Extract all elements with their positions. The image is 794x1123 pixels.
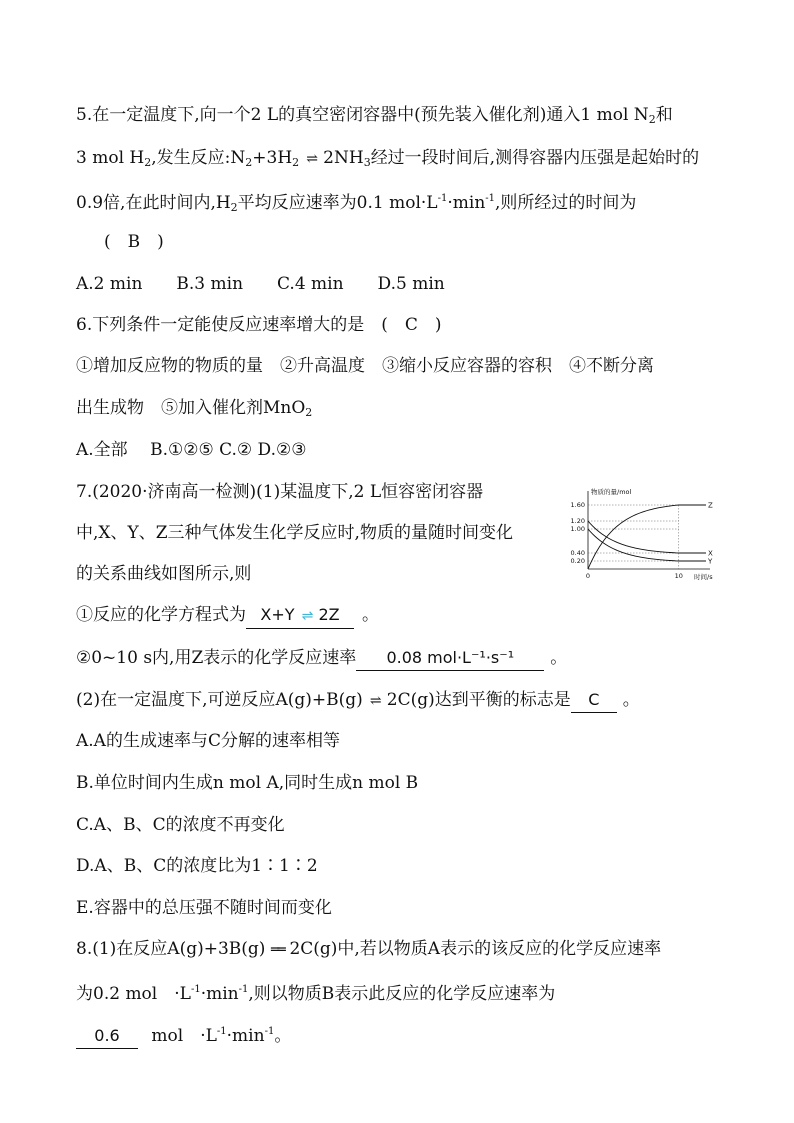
q7-option-c: C.A、B、C的浓度不再变化 [76,815,285,835]
q5-text: 0.9倍,在此时间内,H [76,193,231,213]
y-tick-label: 0.40 [570,549,585,557]
y-axis-label: 物质的量/mol [591,488,632,496]
q5-answer: ( B ) [104,232,164,252]
q7-text: 2C(g)达到平衡的标志是 [386,690,571,710]
q7-option-a: A.A的生成速率与C分解的速率相等 [76,731,340,751]
superscript: -1 [437,193,448,204]
y-tick-label: 1.20 [570,517,585,525]
q8-text: ,则以物质B表示此反应的化学反应速率为 [248,984,556,1004]
q5-text: 经过一段时间后,测得容器内压强是起始时的 [370,148,700,168]
q7-text: 。 [550,648,568,668]
q6-line-2: ①增加反应物的物质的量 ②升高温度 ③缩小反应容器的容积 ④不断分离 [76,356,654,376]
q7-part1-item2 [76,646,567,671]
answer-text: 2Z [318,605,340,624]
q7-option-b: B.单位时间内生成n mol A,同时生成n mol B [76,773,419,793]
series-line-x [588,521,706,553]
q5-text: ·min [447,193,486,213]
q7-line-1: 7.(2020·济南高一检测)(1)某温度下,2 L恒容密闭容器 [76,482,484,502]
q5-line-1 [76,103,673,132]
y-tick-label: 0.20 [570,557,585,565]
superscript: -1 [190,984,201,995]
q5-options: A.2 min B.3 min C.4 min D.5 min [76,274,445,294]
q6-stem: 6.下列条件一定能使反应速率增大的是 ( C ) [76,315,442,335]
q6-options: A.全部 B.①②⑤ C.② D.②③ [76,440,307,460]
amount-time-chart [560,487,716,583]
answer-text: X+Y [260,605,295,624]
subscript: 2 [230,201,238,214]
subscript: 2 [144,156,152,169]
subscript: 2 [305,406,313,419]
q6-text: 出生成物 ⑤加入催化剂MnO [76,398,306,418]
q8-text: 2C(g)中,若以物质A表示的该反应的化学反应速率 [289,939,662,959]
q5-text: ,发生反应:N [151,148,246,168]
equals-arrow-icon: ══ [271,942,284,958]
series-line-y [588,529,706,561]
subscript: 2 [292,156,300,169]
q5-line-2 [76,146,699,175]
q5-text: 3 mol H [76,148,145,168]
q5-text: 5.在一定温度下,向一个2 L的真空密闭容器中(预先装入催化剂)通入1 mol N [76,105,649,125]
q8-text: 为0.2 mol ·L [76,984,191,1004]
q8-text: ·min [226,1026,265,1046]
q5-line-3 [76,187,636,220]
q7-text: ①反应的化学方程式为 [76,605,246,625]
q5-text: 和 [655,105,673,125]
x-axis-label: 时间/s [694,573,713,581]
superscript: -1 [485,193,496,204]
series-label-y: Y [708,557,713,566]
series-label-z: Z [708,501,713,510]
q7-line-2: 中,X、Y、Z三种气体发生化学反应时,物质的量随时间变化 [76,523,513,543]
series-label-x: X [708,549,713,558]
q8-text: mol ·L [146,1026,217,1046]
q8-line-2 [76,978,555,1006]
subscript: 2 [245,156,253,169]
q7-text: (2)在一定温度下,可逆反应A(g)+B(g) [76,690,363,710]
y-tick-label: 1.60 [570,501,585,509]
answer-blank-rate: 0.6 [76,1024,138,1049]
q5-text: ,则所经过的时间为 [495,193,637,213]
subscript: 2 [648,113,656,126]
q7-line-3: 的关系曲线如图所示,则 [76,564,252,584]
superscript: -1 [238,984,249,995]
reversible-arrow-icon: ⇌ [301,608,312,624]
subscript: 3 [363,156,371,169]
reversible-arrow-icon: ⇌ [306,151,317,167]
superscript: -1 [264,1026,275,1037]
q7-option-e: E.容器中的总压强不随时间而变化 [76,898,332,918]
y-tick-label: 1.00 [570,525,585,533]
q8-text: 8.(1)在反应A(g)+3B(g) [76,939,266,959]
q6-line-3 [76,396,312,425]
q5-text: 平均反应速率为0.1 mol·L [237,193,438,213]
reversible-arrow-icon: ⇌ [369,693,380,709]
x-tick-label: 0 [585,572,591,580]
superscript: -1 [216,1026,227,1037]
q5-text: +3H [252,148,293,168]
q5-text: 2NH [323,148,364,168]
q8-text: 。 [274,1026,292,1046]
q7-part1-item1 [76,603,379,629]
q7-part2-stem [76,688,640,713]
q8-text: ·min [200,984,239,1004]
q7-option-d: D.A、B、C的浓度比为1∶1∶2 [76,856,318,876]
x-tick-label: 10 [674,572,683,580]
q7-text: 。 [362,605,379,625]
q8-line-1 [76,937,661,962]
q7-text: 。 [622,690,640,710]
answer-blank-choice: C [571,688,617,713]
answer-blank-equation [246,603,354,629]
answer-blank-rate: 0.08 mol·L⁻¹·s⁻¹ [356,646,544,671]
q8-line-3 [76,1020,291,1049]
q7-text: ②0~10 s内,用Z表示的化学反应速率 [76,648,357,668]
